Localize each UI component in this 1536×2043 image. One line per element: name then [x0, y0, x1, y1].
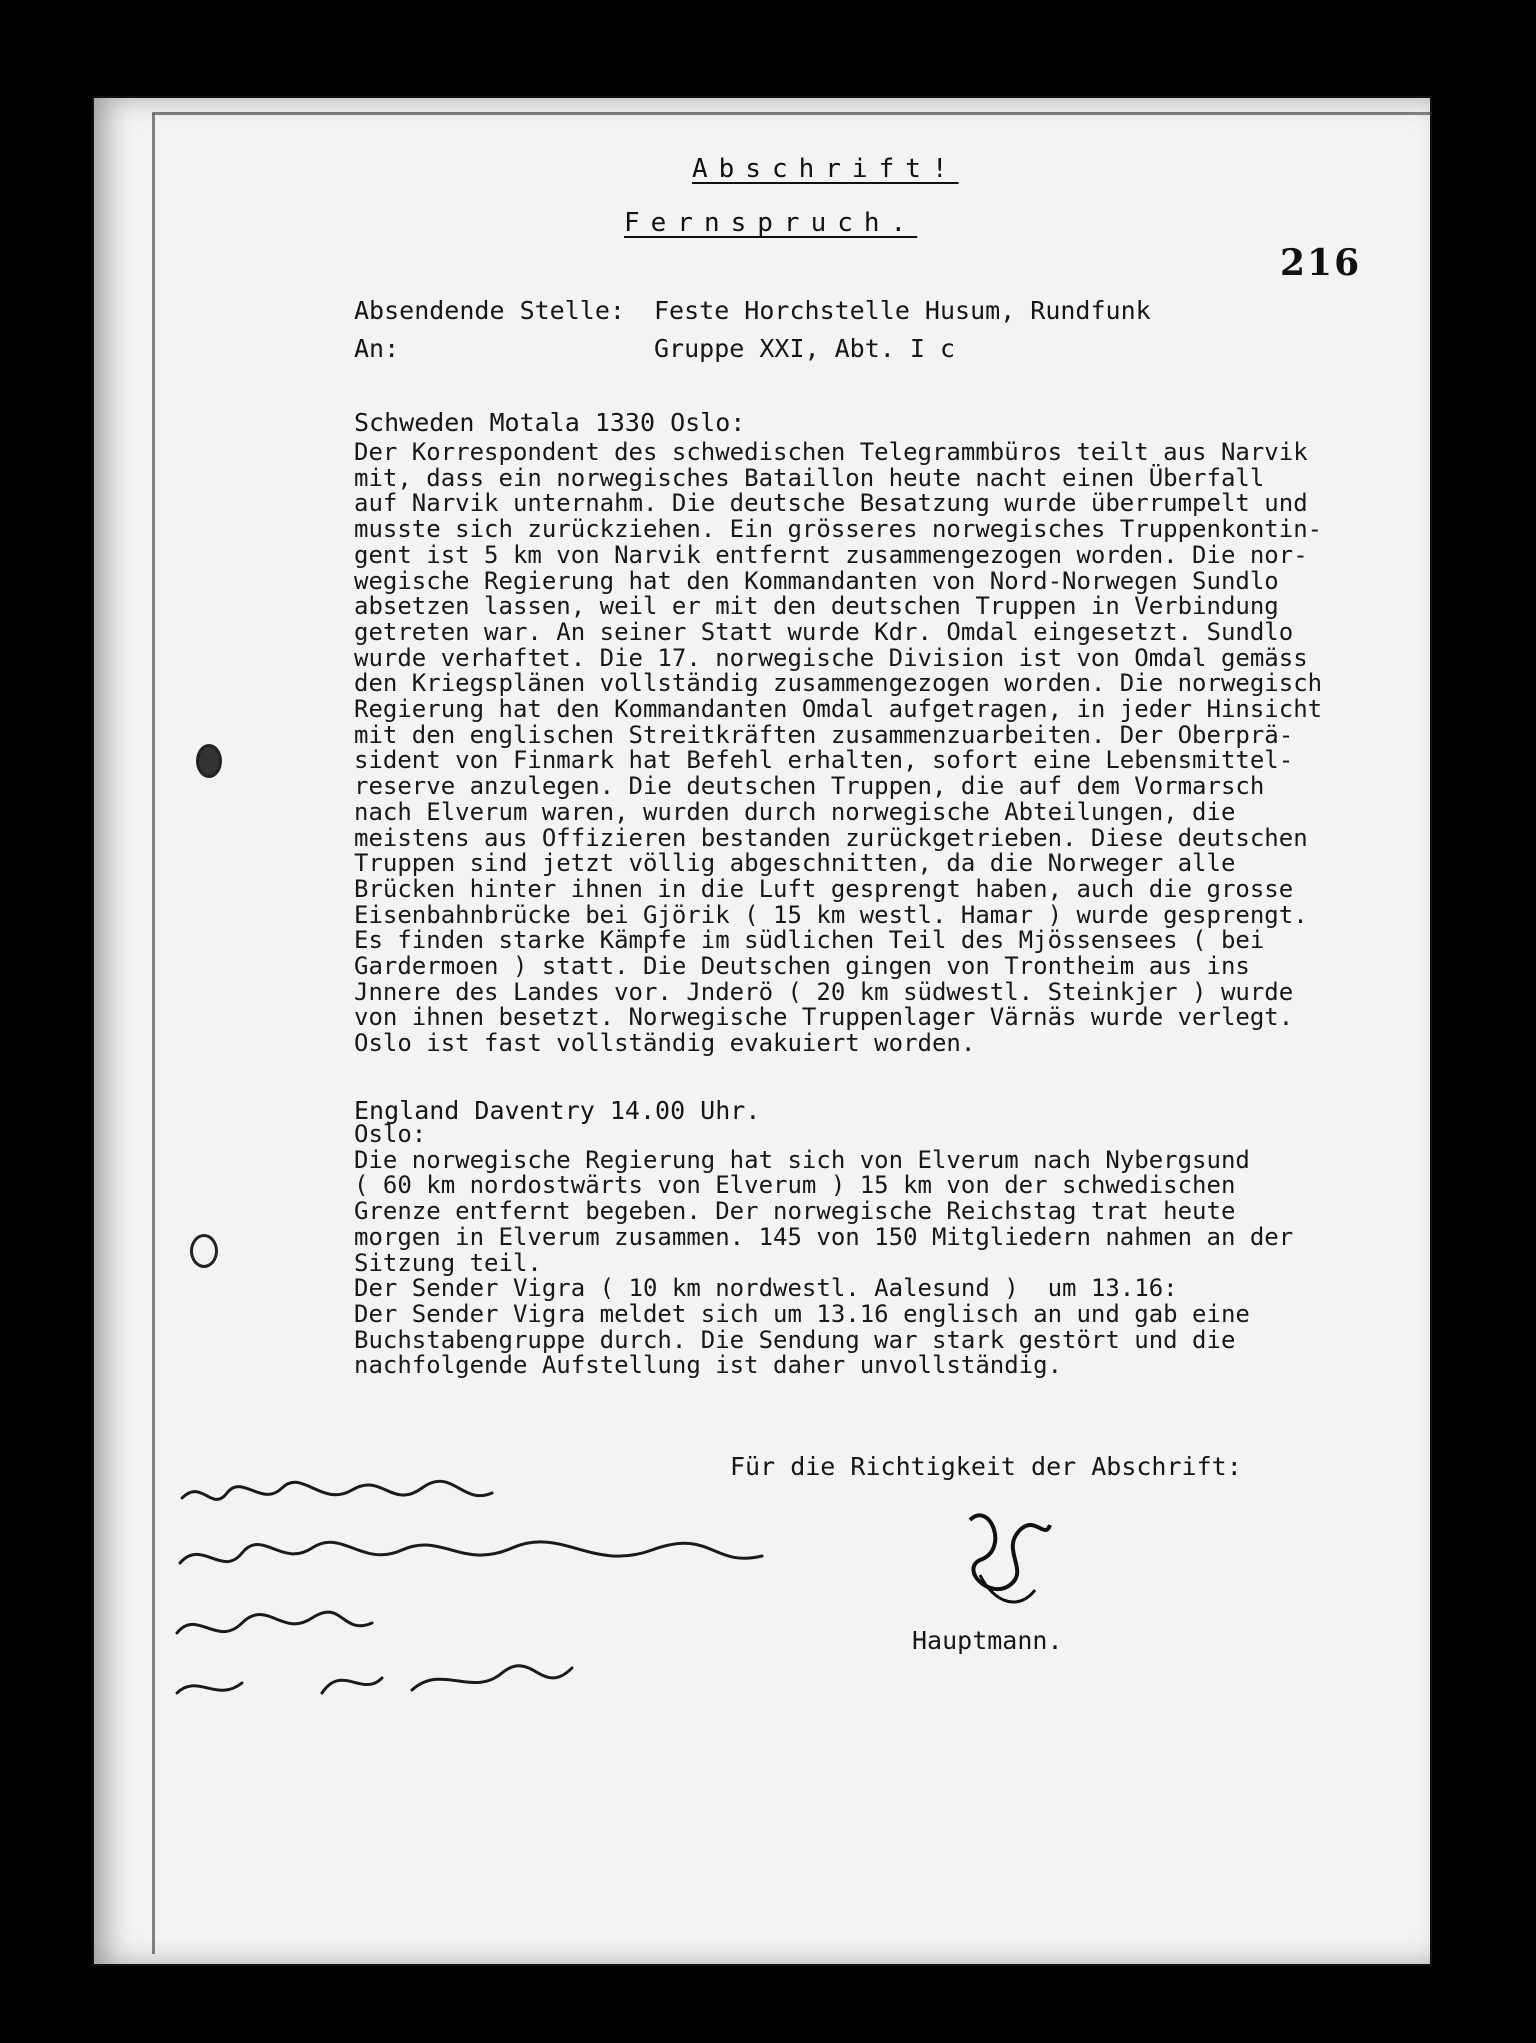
section2-line: Der Sender Vigra meldet sich um 13.16 englisch an und gab eine	[354, 1299, 1250, 1328]
section1-line: Gardermoen ) statt. Die Deutschen gingen von Trontheim aus ins	[354, 952, 1250, 981]
section1-line: Oslo ist fast vollständig evakuiert worden.	[354, 1029, 976, 1058]
section2-line: nachfolgende Aufstellung ist daher unvollständig.	[354, 1351, 1063, 1380]
handwritten-note	[172, 1468, 812, 1728]
section2-line: ( 60 km nordostwärts von Elverum ) 15 km von der schwedischen	[354, 1171, 1236, 1200]
section2-line: Sitzung teil.	[354, 1248, 542, 1277]
section1-line: getreten war. An seiner Statt wurde Kdr. Omdal eingesetzt. Sundlo	[354, 617, 1294, 646]
signature-rank: Hauptmann.	[912, 1626, 1063, 1655]
section1-line: den Kriegsplänen vollständig zusammengezogen worden. Die norwegisch	[354, 669, 1323, 698]
section1-line: mit den englischen Streitkräften zusammenzuarbeiten. Der Oberprä-	[354, 720, 1294, 749]
section1-line: Es finden starke Kämpfe im südlichen Teil des Mjössensees ( bei	[354, 926, 1265, 955]
section1-line: reserve anzulegen. Die deutschen Truppen, die auf dem Vormarsch	[354, 772, 1265, 801]
document-subtitle: Fernspruch.	[624, 208, 918, 238]
section1-body	[354, 440, 1414, 1057]
section2-line: morgen in Elverum zusammen. 145 von 150 Mitgliedern nahmen an der	[354, 1222, 1294, 1251]
section1-line: mit, dass ein norwegisches Bataillon heute nacht einen Überfall	[354, 463, 1265, 492]
section1-line: wurde verhaftet. Die 17. norwegische Division ist von Omdal gemäss	[354, 643, 1308, 672]
section2-line: Buchstabengruppe durch. Die Sendung war stark gestört und die	[354, 1325, 1236, 1354]
recipient-value: Gruppe XXI, Abt. I c	[654, 334, 956, 363]
section1-line: nach Elverum waren, wurden durch norwegische Abteilungen, die	[354, 797, 1236, 826]
section2-heading: England Daventry 14.00 Uhr.	[354, 1096, 761, 1125]
page-fold-shadow	[152, 114, 155, 1954]
punch-hole	[190, 1234, 218, 1268]
section2-body	[354, 1122, 1414, 1379]
section1-line: musste sich zurückziehen. Ein grösseres norwegisches Truppenkontin-	[354, 515, 1323, 544]
page-number: 216	[1280, 242, 1362, 284]
section1-line: absetzen lassen, weil er mit den deutschen Truppen in Verbindung	[354, 592, 1279, 621]
section1-line: Regierung hat den Kommandanten Omdal aufgetragen, in jeder Hinsicht	[354, 695, 1323, 724]
section1-line: Der Korrespondent des schwedischen Telegrammbüros teilt aus Narvik	[354, 438, 1308, 466]
section1-line: Brücken hinter ihnen in die Luft gesprengt haben, auch die grosse	[354, 874, 1294, 903]
section1-line: von ihnen besetzt. Norwegische Truppenlager Värnäs wurde verlegt.	[354, 1003, 1294, 1032]
section2-line: Der Sender Vigra ( 10 km nordwestl. Aalesund ) um 13.16:	[354, 1274, 1178, 1303]
section1-line: gent ist 5 km von Narvik entfernt zusammengezogen worden. Die nor-	[354, 540, 1308, 569]
sender-label: Absendende Stelle:	[354, 296, 625, 325]
page-top-edge	[152, 112, 1432, 115]
signature-scribble	[950, 1490, 1070, 1620]
section1-heading: Schweden Motala 1330 Oslo:	[354, 408, 746, 437]
section1-line: Jnnere des Landes vor. Jnderö ( 20 km südwestl. Steinkjer ) wurde	[354, 977, 1294, 1006]
document-title: Abschrift!	[692, 154, 959, 184]
section1-line: Truppen sind jetzt völlig abgeschnitten, da die Norweger alle	[354, 849, 1236, 878]
section1-line: meistens aus Offizieren bestanden zurückgetrieben. Diese deutschen	[354, 823, 1308, 852]
section1-line: Eisenbahnbrücke bei Gjörik ( 15 km westl. Hamar ) wurde gesprengt.	[354, 900, 1308, 929]
certification-text: Für die Richtigkeit der Abschrift:	[730, 1452, 1242, 1481]
section1-line: wegische Regierung hat den Kommandanten von Nord-Norwegen Sundlo	[354, 566, 1279, 595]
recipient-label: An:	[354, 334, 400, 363]
section2-line: Grenze entfernt begeben. Der norwegische Reichstag trat heute	[354, 1197, 1236, 1226]
punch-hole	[196, 744, 222, 778]
section1-line: sident von Finmark hat Befehl erhalten, sofort eine Lebensmittel-	[354, 746, 1294, 775]
section2-line: Oslo:	[354, 1120, 427, 1148]
document-page	[92, 96, 1432, 1966]
sender-value: Feste Horchstelle Husum, Rundfunk	[654, 296, 1151, 325]
section2-line: Die norwegische Regierung hat sich von Elverum nach Nybergsund	[354, 1145, 1250, 1174]
section1-line: auf Narvik unternahm. Die deutsche Besatzung wurde überrumpelt und	[354, 489, 1308, 518]
